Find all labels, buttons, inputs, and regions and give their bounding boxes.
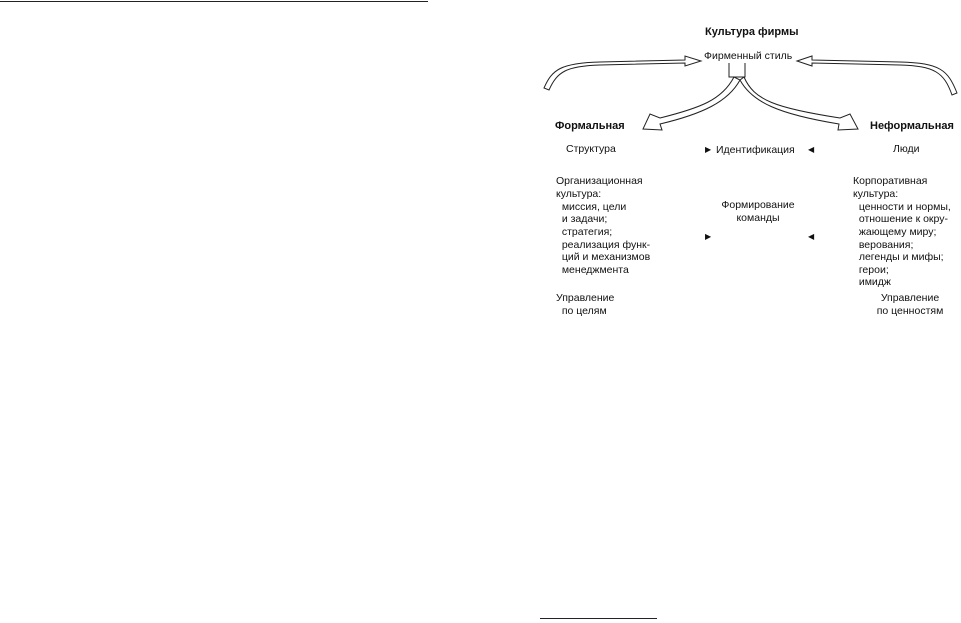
right-corp-line: Корпоративная bbox=[853, 175, 928, 187]
center-connector-stub bbox=[729, 63, 745, 77]
left-org-line: культура: bbox=[556, 188, 602, 200]
right-management-line: Управление bbox=[880, 292, 940, 304]
center-label-firm-style: Фирменный стиль bbox=[704, 50, 793, 62]
arrow-left-marker: ◀ bbox=[808, 145, 815, 154]
middle-team-line: команды bbox=[736, 212, 780, 224]
arrow-right-marker: ▶ bbox=[705, 232, 712, 241]
arrow-right-marker: ▶ bbox=[705, 145, 712, 154]
arrow-right-sweep bbox=[797, 56, 957, 95]
right-corp-line: отношение к окру- bbox=[853, 213, 948, 225]
arrow-left-sweep bbox=[544, 56, 701, 90]
left-management-line: по целям bbox=[556, 305, 607, 317]
right-corp-line: герои; bbox=[853, 264, 889, 276]
left-management-line: Управление bbox=[556, 292, 615, 304]
right-corp-line: жающему миру; bbox=[853, 226, 937, 238]
left-structure-label: Структура bbox=[566, 143, 616, 155]
left-org-line: менеджмента bbox=[556, 264, 629, 276]
arrow-to-informal bbox=[740, 77, 858, 130]
right-corp-line: ценности и нормы, bbox=[853, 201, 951, 213]
left-org-line: Организационная bbox=[556, 175, 643, 187]
right-people-label: Люди bbox=[893, 143, 920, 155]
left-org-line: и задачи; bbox=[556, 213, 608, 225]
left-org-line: миссия, цели bbox=[556, 201, 627, 213]
right-heading-informal: Неформальная bbox=[870, 120, 954, 132]
middle-identification: Идентификация bbox=[716, 144, 795, 156]
right-corp-line: верования; bbox=[853, 239, 914, 251]
diagram-title: Культура фирмы bbox=[705, 26, 799, 38]
right-corp-line: легенды и мифы; bbox=[853, 251, 944, 263]
right-corp-line: культура: bbox=[853, 188, 899, 200]
left-org-line: реализация функ- bbox=[556, 239, 651, 251]
arrow-to-formal bbox=[643, 77, 740, 130]
arrow-left-marker: ◀ bbox=[808, 232, 815, 241]
left-org-line: ций и механизмов bbox=[556, 251, 651, 263]
left-org-line: стратегия; bbox=[556, 226, 613, 238]
left-heading-formal: Формальная bbox=[555, 120, 625, 132]
right-management-line: по ценностям bbox=[876, 305, 944, 317]
middle-team-line: Формирование bbox=[721, 199, 795, 211]
right-corp-line: имидж bbox=[853, 276, 891, 288]
